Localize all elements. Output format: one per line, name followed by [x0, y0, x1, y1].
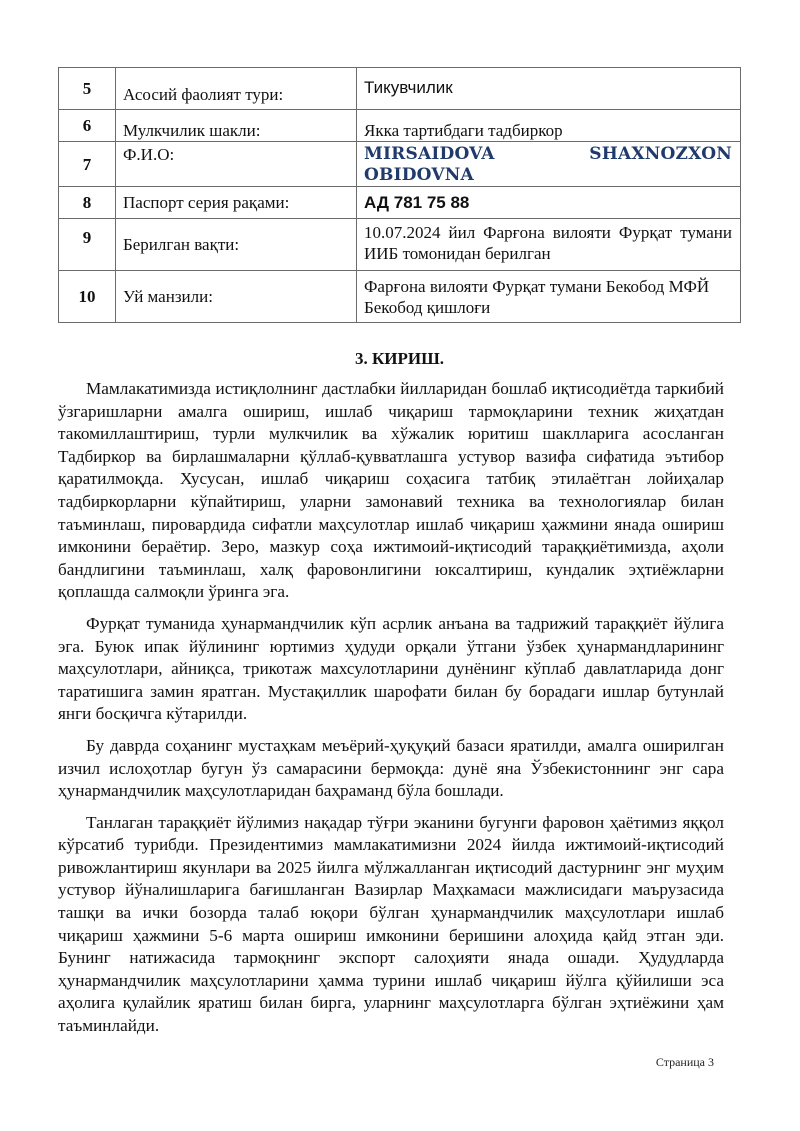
paragraph: Бу даврда соҳанинг мустаҳкам меъёрий-ҳуқуқий базаси яратилди, амалга оширилган изчил ислоҳотлар бугун ўз самарасини бермоқда: дунё яна Ўзбекистоннинг энг сара ҳунармандчилик маҳсулотларидан баҳраманд бўла бошлади.: [58, 735, 724, 801]
table-row: [59, 271, 741, 323]
row-label: Асосий фаолият тури:: [116, 68, 357, 110]
row-number: 6: [59, 110, 116, 142]
table-row: [59, 187, 741, 219]
row-value: 10.07.2024 йил Фарғона вилояти Фурқат тумани ИИБ томонидан берилган: [357, 219, 741, 271]
row-number: 7: [59, 142, 116, 187]
row-value: АД 781 75 88: [357, 187, 741, 219]
paragraph: Танлаган тараққиёт йўлимиз нақадар тўғри эканини бугунги фаровон ҳаётимиз яққол кўрсатиб турибди. Президентимиз мамлакатимизни 2024 йилда ижтимоий-иқтисодий ривожлантириш якунлари ва 2025 йилга мўлжалланган иқтисодий дастурнинг энг муҳим устувор йўналишларига бағишланган Вазирлар Маҳкамаси мажлисидаги маърузасида ташқи ва ички бозорда талаб юқори бўлган ҳунармандчилик маҳсулотлари ишлаб чиқариш ҳажмини 5-6 марта ошириш имконини беришини алоҳида қайд этган эди. Бунинг натижасида тармоқнинг экспорт салоҳияти янада ошади. Ҳудудларда ҳунармандчилик маҳсулотларини ҳамма турини ишлаб чиқариш йўлга қўйилиши эса аҳолига қулайлик яратиш билан бирга, уларнинг маҳсулотларга бўлган эҳтиёжини ҳам таъминлайди.: [58, 812, 724, 1036]
row-number: 5: [59, 68, 116, 110]
row-label: Мулкчилик шакли:: [116, 110, 357, 142]
row-value: Тикувчилик: [357, 68, 741, 110]
section-body: [58, 378, 724, 1047]
row-number: 8: [59, 187, 116, 219]
row-number: 10: [59, 271, 116, 323]
row-number: 9: [59, 219, 116, 271]
row-value: MIRSAIDOVA SHAXNOZXON OBIDOVNA: [357, 142, 741, 187]
page-number: Страница 3: [655, 1055, 714, 1069]
row-label: Берилган вақти:: [116, 219, 357, 271]
row-value: Фарғона вилояти Фурқат тумани Бекобод МФЙ Бекобод қишлоғи: [357, 271, 741, 323]
paragraph: Мамлакатимизда истиқлолнинг дастлабки йилларидан бошлаб иқтисодиётда таркибий ўзгаришларни амалга ошириш, ишлаб чиқариш тармоқларини техник жиҳатдан такомиллаштириш, турли мулкчилик ва хўжалик юритиш шаклларига асосланган Тадбиркор ва бирлашмаларни қўллаб-қувватлашга устувор вазифа сифатида эътибор қаратилмоқда. Хусусан, ишлаб чиқариш соҳасига татбиқ этилаётган лойиҳалар тадбиркорларни кўпайтириш, уларни замонавий техника ва технологиялар билан таъминлаш, пировардида сифатли маҳсулотлар ишлаб чиқариш ҳажмини янада ошириш имконини бераётир. Зеро, мазкур соҳа ижтимоий-иқтисодий тараққиётимизда, аҳоли бандлигини таъминлаш, халқ фаровонлигини юксалтириш, кундалик эҳтиёжларни қоплашда салмоқли ўринга эга.: [58, 379, 724, 602]
table-row: [59, 219, 741, 271]
row-label: Паспорт серия рақами:: [116, 187, 357, 219]
paragraph: Фурқат туманида ҳунармандчилик кўп асрлик анъана ва тадрижий тараққиёт йўлига эга. Буюк ипак йўлининг юртимиз ҳудуди орқали ўтгани ўзбек ҳунармандларининг маҳсулотлари, айниқса, трикотаж махсулотларини дунёнинг кўплаб давлатларида донг таратишига замин яратган. Мустақиллик шарофати билан бу борадаги ишлар бутунлай янги босқичга кўтарилди.: [58, 613, 724, 724]
row-value: Якка тартибдаги тадбиркор: [357, 110, 741, 142]
table-row: [59, 110, 741, 142]
info-table: [58, 67, 741, 323]
section-title: 3. КИРИШ.: [354, 349, 445, 368]
table-row: [59, 142, 741, 187]
row-label: Ф.И.О:: [116, 142, 357, 187]
table-row: [59, 68, 741, 110]
row-label: Уй манзили:: [116, 271, 357, 323]
